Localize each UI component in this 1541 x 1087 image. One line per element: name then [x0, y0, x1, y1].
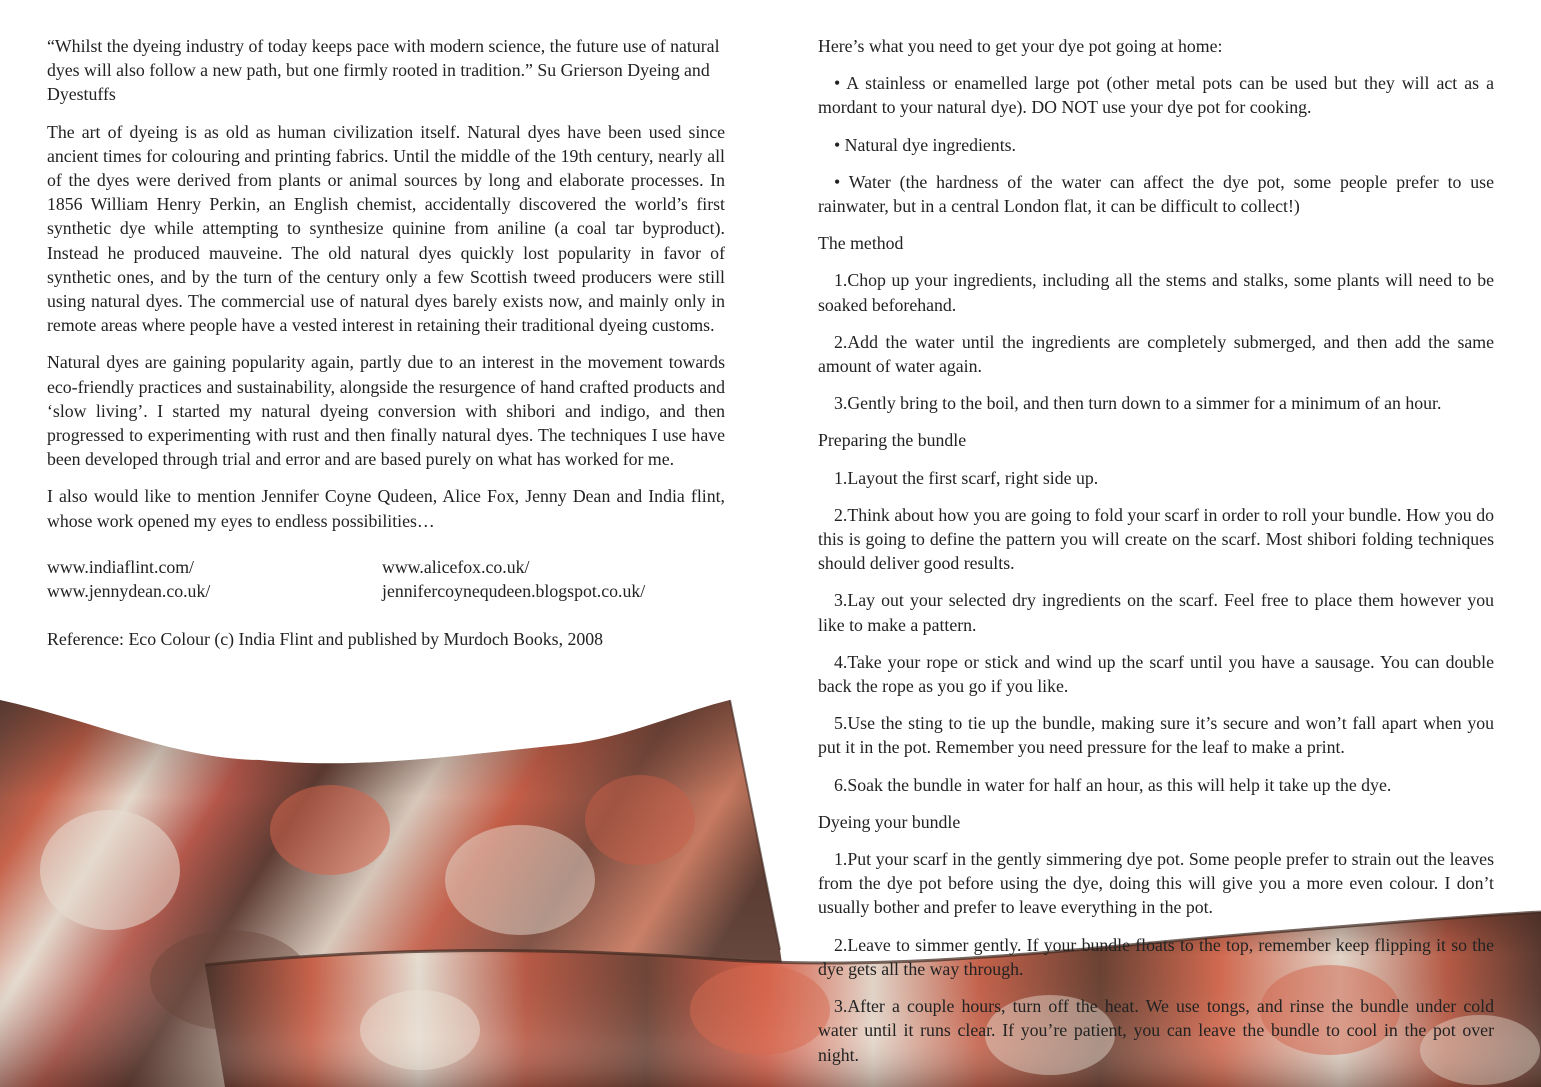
- method-step: 1.Chop up your ingredients, including all the stems and stalks, some plants will need to be soaked beforehand.: [818, 270, 1494, 315]
- bundle-step: 2.Think about how you are going to fold your scarf in order to roll your bundle. How you do this is going to define the pattern you will create on the scarf. Most shibori folding techniques should deliver good results.: [818, 504, 1494, 574]
- bundle-step: 3.Lay out your selected dry ingredients on the scarf. Feel free to place them however you like to make a pattern.: [818, 590, 1494, 635]
- right-column: [818, 34, 1494, 1080]
- links-grid: [47, 555, 725, 603]
- dyeing-step: 1.Put your scarf in the gently simmering dye pot. Some people prefer to strain out the leaves from the dye pot before using the dye, doing this will give you a more even colour. I don’t usually bother and prefer to leave everything in the pot.: [818, 849, 1494, 918]
- needs-item: • Natural dye ingredients.: [834, 134, 1017, 155]
- link-jennydean[interactable]: www.jennydean.co.uk/: [47, 581, 211, 602]
- method-step: 2.Add the water until the ingredients are completely submerged, and then add the same amount of water again.: [818, 331, 1494, 377]
- link-jennifercoynequdeen[interactable]: jennifercoynequdeen.blogspot.co.uk/: [382, 581, 646, 602]
- bundle-section: [818, 428, 1494, 796]
- method-section: [818, 231, 1494, 415]
- dyeing-step: 3.After a couple hours, turn off the heat. We use tongs, and rinse the bundle under cold water until it runs clear. If you’re patient, you can leave the bundle to cool in the pot over night.: [818, 996, 1494, 1065]
- needs-section: [818, 34, 1494, 218]
- bundle-step: 4.Take your rope or stick and wind up the scarf until you have a sausage. You can double back the rope as you go if you like.: [818, 651, 1494, 697]
- bundle-heading: Preparing the bundle: [818, 430, 967, 451]
- bundle-step: 1.Layout the first scarf, right side up.: [834, 467, 1099, 488]
- needs-item: • A stainless or enamelled large pot (other metal pots can be used but they will act as a mordant to your natural dye). DO NOT use your dye pot for cooking.: [818, 73, 1494, 118]
- popularity-paragraph: Natural dyes are gaining popularity again, partly due to an interest in the movement towards eco-friendly practices and sustainability, alongside the resurgence of hand crafted products and ‘slow living’. I started my natural dyeing conversion with shibori and indigo, and then progressed to experimenting with rust and then finally natural dyes. The techniques I use have been developed through trial and error and are based purely on what has worked for me.: [47, 352, 725, 470]
- method-heading: The method: [818, 233, 904, 254]
- reference-note: Reference: Eco Colour (c) India Flint and published by Murdoch Books, 2008: [47, 629, 604, 650]
- acknowledgement-paragraph: I also would like to mention Jennifer Coyne Qudeen, Alice Fox, Jenny Dean and India flint, whose work opened my eyes to endless possibilities…: [47, 486, 725, 531]
- dyeing-section: [818, 810, 1494, 1067]
- method-step: 3.Gently bring to the boil, and then turn down to a simmer for a minimum of an hour.: [834, 393, 1442, 414]
- left-column: [47, 34, 725, 664]
- needs-item: • Water (the hardness of the water can affect the dye pot, some people prefer to use rainwater, but in a central London flat, it can be difficult to collect!): [818, 171, 1494, 217]
- bundle-step: 6.Soak the bundle in water for half an hour, as this will help it take up the dye.: [834, 774, 1392, 795]
- link-indiaflint[interactable]: www.indiaflint.com/: [47, 556, 194, 577]
- bundle-step: 5.Use the sting to tie up the bundle, making sure it’s secure and won’t fall apart when you put it in the pot. Remember you need pressure for the leaf to make a print.: [818, 713, 1494, 758]
- dyeing-heading: Dyeing your bundle: [818, 811, 961, 832]
- needs-intro: Here’s what you need to get your dye pot going at home:: [818, 36, 1223, 56]
- dyeing-step: 2.Leave to simmer gently. If your bundle floats to the top, remember keep flipping it so the dye gets all the way through.: [818, 934, 1494, 979]
- link-alicefox[interactable]: www.alicefox.co.uk/: [382, 556, 530, 577]
- opening-quote: “Whilst the dyeing industry of today keeps pace with modern science, the future use of natural dyes will also follow a new path, but one firmly rooted in tradition.” Su Grierson Dyeing and Dyestuffs: [47, 36, 720, 105]
- history-paragraph: The art of dyeing is as old as human civilization itself. Natural dyes have been used since ancient times for colouring and printing fabrics. Until the middle of the 19th century, nearly all of the dyes were derived from plants or animal sources by long and elaborate processes. In 1856 William Henry Perkin, an English chemist, accidentally discovered the world’s first synthetic dye while attempting to synthesize quinine from aniline (a coal tar byproduct). Instead he produced mauveine. The old natural dyes quickly lost popularity in favor of synthetic ones, and by the turn of the century only a few Scottish tweed producers were still using natural dyes. The commercial use of natural dyes barely exists now, and mainly only in remote areas where people have a vested interest in retaining their traditional dyeing customs.: [47, 121, 725, 336]
